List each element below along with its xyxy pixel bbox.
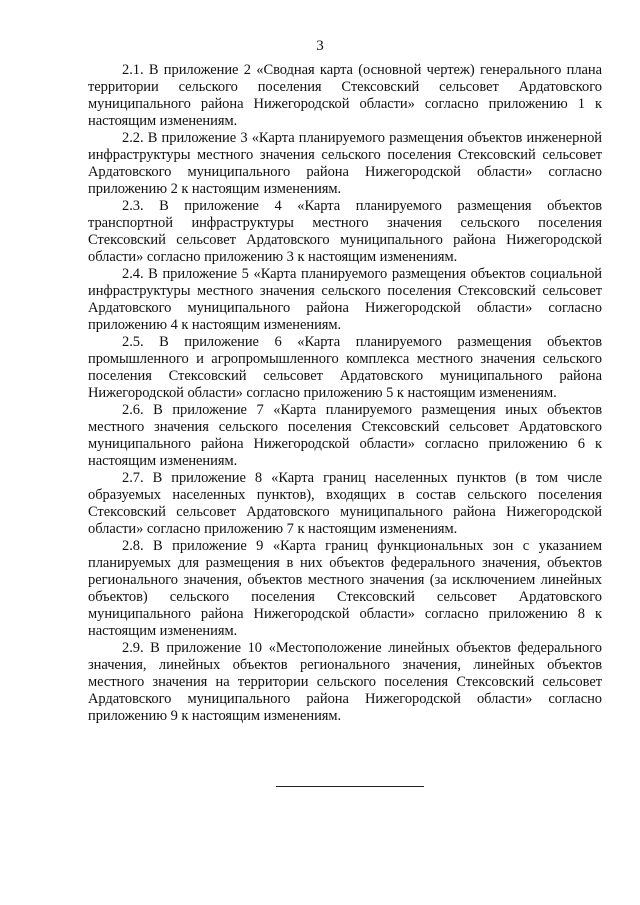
paragraph-2-4: 2.4. В приложение 5 «Карта планируемого размещения объектов социальной инфраструктуры местного значения сельского поселения Стексовский сельсовет Ардатовского муниципального района Нижегородской области» согласно приложению 4 к настоящим изменениям. — [88, 266, 602, 333]
paragraph-2-2: 2.2. В приложение 3 «Карта планируемого размещения объектов инженерной инфраструктуры местного значения сельского поселения Стексовский сельсовет Ардатовского муниципального района Нижегородской области» согласно приложению 2 к настоящим изменениям. — [88, 130, 602, 197]
paragraph-2-1: 2.1. В приложение 2 «Сводная карта (основной чертеж) генерального плана территории сельского поселения Стексовский сельсовет Ардатовского муниципального района Нижегородской области» согласно приложению 1 к настоящим изменениям. — [88, 62, 602, 129]
closing-divider — [276, 786, 424, 787]
paragraph-2-9: 2.9. В приложение 10 «Местоположение линейных объектов федерального значения, линейных объектов регионального значения, линейных объектов местного значения на территории сельского поселения Стексовский сельсовет Ардатовского муниципального района Нижегородской области» согласно приложению 9 к настоящим изменениям. — [88, 640, 602, 724]
paragraph-2-7: 2.7. В приложение 8 «Карта границ населенных пунктов (в том числе образуемых населенных пунктов), входящих в состав сельского поселения Стексовский сельсовет Ардатовского муниципального района Нижегородской области» согласно приложению 7 к настоящим изменениям. — [88, 470, 602, 537]
paragraph-2-5: 2.5. В приложение 6 «Карта планируемого размещения объектов промышленного и агропромышленного комплекса местного значения сельского поселения Стексовский сельсовет Ардатовского муниципального района Нижегородской области» согласно приложению 5 к настоящим изменениям. — [88, 334, 602, 401]
page-number: 3 — [316, 38, 324, 54]
paragraph-2-8: 2.8. В приложение 9 «Карта границ функциональных зон с указанием планируемых для размещения в них объектов федерального значения, объектов регионального значения, объектов местного значения (за исключением линейных объектов) сельского поселения Стексовский сельсовет Ардатовского муниципального района Нижегородской области» согласно приложению 8 к настоящим изменениям. — [88, 538, 602, 639]
paragraph-2-6: 2.6. В приложение 7 «Карта планируемого размещения иных объектов местного значения сельского поселения Стексовский сельсовет Ардатовского муниципального района Нижегородской области» согласно приложению 6 к настоящим изменениям. — [88, 402, 602, 469]
paragraph-2-3: 2.3. В приложение 4 «Карта планируемого размещения объектов транспортной инфраструктуры местного значения сельского поселения Стексовский сельсовет Ардатовского муниципального района Нижегородской области» согласно приложению 3 к настоящим изменениям. — [88, 198, 602, 265]
document-body — [88, 62, 602, 725]
